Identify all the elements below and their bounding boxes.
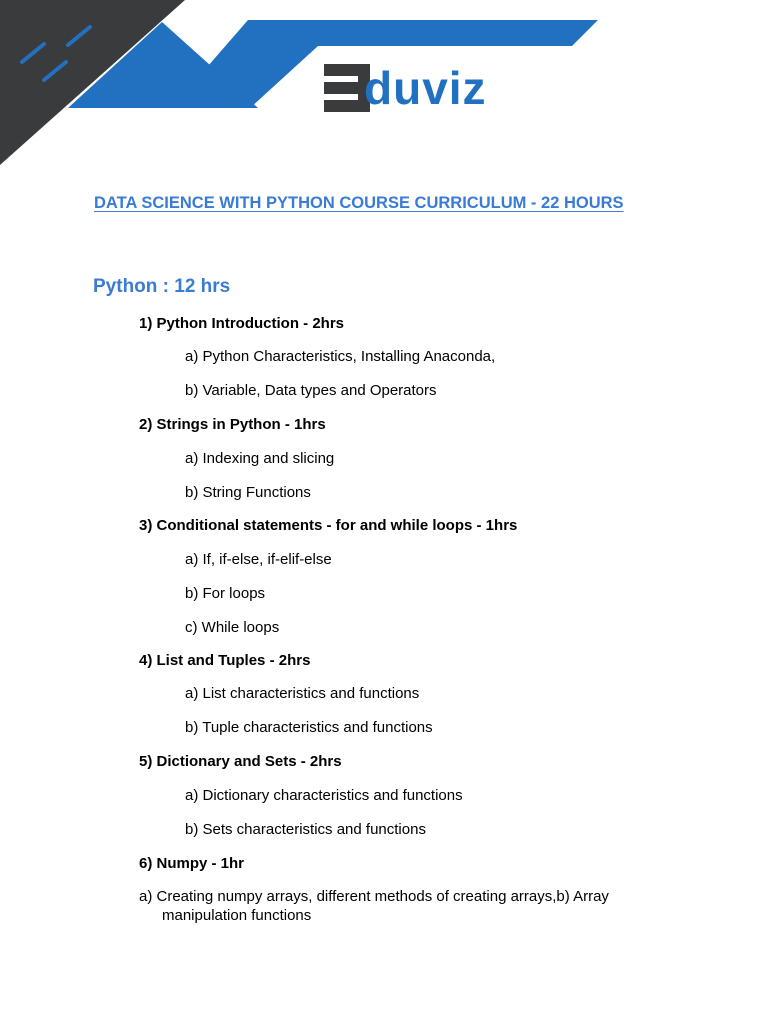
subtopic-item: c) While loops: [185, 619, 280, 636]
subtopic-item: b) String Functions: [185, 484, 311, 501]
numpy-detail-line-1: a) Creating numpy arrays, different methods of creating arrays,b) Array: [139, 888, 609, 905]
subtopic-item: b) For loops: [185, 585, 266, 602]
topic-python-introduction: 1) Python Introduction - 2hrs: [139, 315, 344, 332]
subtopic-item: a) List characteristics and functions: [185, 685, 420, 702]
subtopic-item: a) If, if-else, if-elif-else: [185, 551, 332, 568]
topic-numpy: 6) Numpy - 1hr: [139, 855, 245, 872]
subtopic-item: a) Python Characteristics, Installing Anaconda,: [185, 348, 496, 365]
topic-list-and-tuples: 4) List and Tuples - 2hrs: [139, 652, 311, 669]
topic-dictionary-and-sets: 5) Dictionary and Sets - 2hrs: [139, 753, 342, 770]
section-heading: Python : 12 hrs: [93, 276, 231, 297]
subtopic-item: b) Tuple characteristics and functions: [185, 719, 433, 736]
subtopic-item: a) Dictionary characteristics and functions: [185, 787, 463, 804]
subtopic-item: a) Indexing and slicing: [185, 450, 335, 467]
topic-conditional-statements: 3) Conditional statements - for and while loops - 1hrs: [139, 517, 518, 534]
subtopic-item: b) Variable, Data types and Operators: [185, 382, 437, 399]
numpy-detail-item: [139, 887, 659, 925]
topic-strings: 2) Strings in Python - 1hrs: [139, 416, 326, 433]
logo-wordmark: duviz: [364, 62, 487, 114]
eduviz-logo: [320, 62, 487, 114]
document-title: DATA SCIENCE WITH PYTHON COURSE CURRICULUM - 22 HOURS: [94, 194, 624, 212]
subtopic-item: b) Sets characteristics and functions: [185, 821, 426, 838]
numpy-detail-line-2: manipulation functions: [162, 907, 312, 924]
